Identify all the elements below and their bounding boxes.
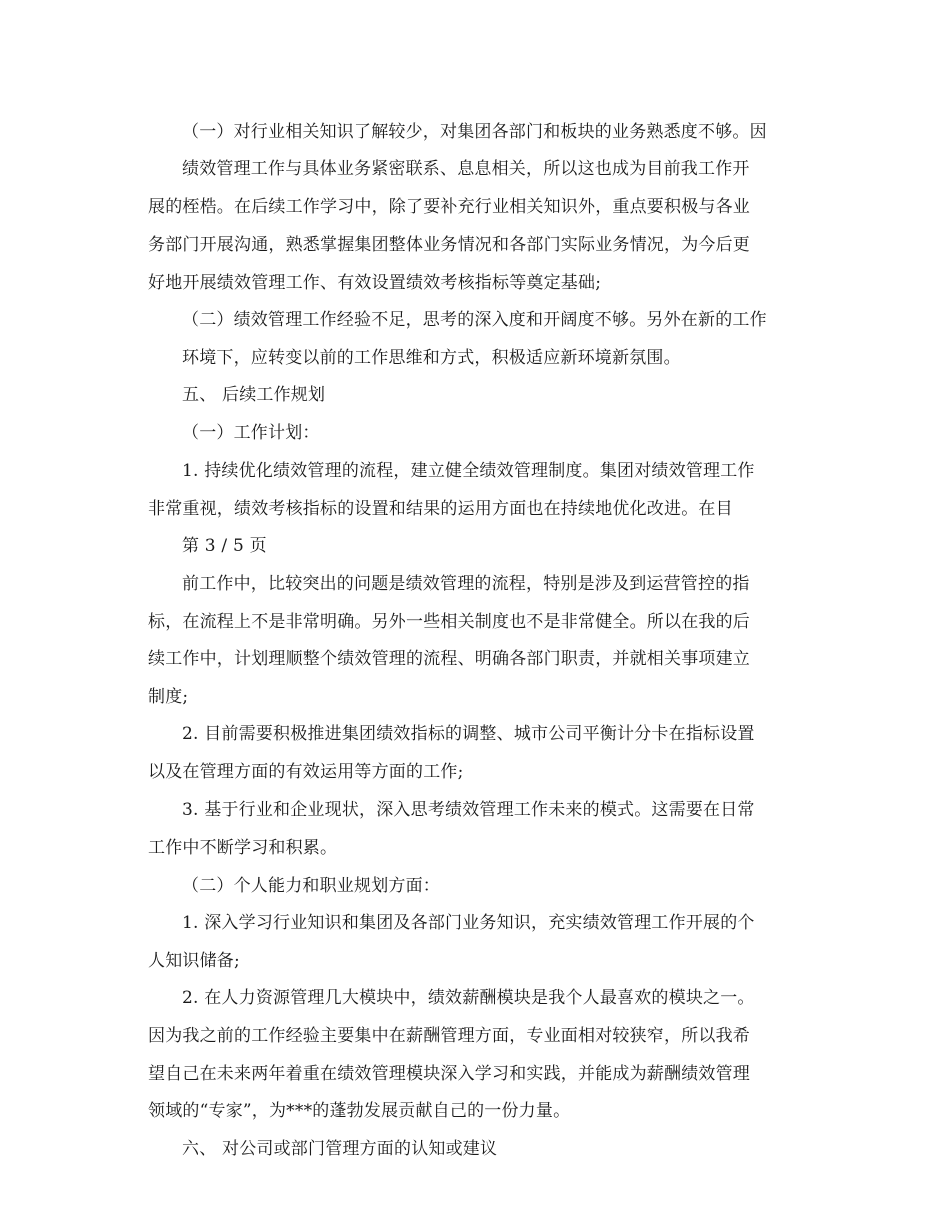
text-line: 非常重视，绩效考核指标的设置和结果的运用方面也在持续地优化改进。在目	[148, 499, 733, 519]
text-line: 领域的“专家”，为***的蓬勃发展贡献自己的一份力量。	[148, 1101, 571, 1121]
text-line: 1. 深入学习行业知识和集团及各部门业务知识，充实绩效管理工作开展的个	[182, 913, 755, 933]
text-line: 望自己在未来两年着重在绩效管理模块深入学习和实践，并能成为薪酬绩效管理	[148, 1064, 750, 1084]
text-line: 2. 目前需要积极推进集团绩效指标的调整、城市公司平衡计分卡在指标设置	[182, 724, 755, 744]
section-heading: 五、 后续工作规划	[182, 385, 326, 405]
text-line: 2. 在人力资源管理几大模块中，绩效薪酬模块是我个人最喜欢的模块之一。	[182, 988, 755, 1008]
text-line: 好地开展绩效管理工作、有效设置绩效考核指标等奠定基础;	[148, 273, 602, 293]
text-line: 工作中不断学习和积累。	[148, 838, 338, 858]
text-line: 续工作中，计划理顺整个绩效管理的流程、明确各部门职责，并就相关事项建立	[148, 649, 750, 669]
text-line: 3. 基于行业和企业现状，深入思考绩效管理工作未来的模式。这需要在日常	[182, 800, 755, 820]
subsection-heading: （二）个人能力和职业规划方面：	[182, 876, 440, 896]
text-line: （一）对行业相关知识了解较少，对集团各部门和板块的业务熟悉度不够。因	[182, 122, 767, 142]
text-line: 展的桎梏。在后续工作学习中，除了要补充行业相关知识外，重点要积极与各业	[148, 197, 750, 217]
text-line: 制度;	[148, 687, 189, 707]
text-line: （二）绩效管理工作经验不足，思考的深入度和开阔度不够。另外在新的工作	[182, 310, 767, 330]
subsection-heading: （一）工作计划：	[182, 423, 320, 443]
text-line: 1. 持续优化绩效管理的流程，建立健全绩效管理制度。集团对绩效管理工作	[182, 461, 755, 481]
text-line: 因为我之前的工作经验主要集中在薪酬管理方面，专业面相对较狭窄，所以我希	[148, 1026, 750, 1046]
page-number: 第 3 / 5 页	[182, 536, 267, 556]
text-line: 以及在管理方面的有效运用等方面的工作;	[148, 762, 464, 782]
text-line: 人知识储备;	[148, 951, 240, 971]
text-line: 前工作中，比较突出的问题是绩效管理的流程，特别是涉及到运营管控的指	[182, 574, 750, 594]
section-heading: 六、 对公司或部门管理方面的认知或建议	[182, 1139, 498, 1159]
text-line: 务部门开展沟通，熟悉掌握集团整体业务情况和各部门实际业务情况，为今后更	[148, 235, 750, 255]
text-line: 标，在流程上不是非常明确。另外一些相关制度也不是非常健全。所以在我的后	[148, 612, 750, 632]
text-line: 绩效管理工作与具体业务紧密联系、息息相关，所以这也成为目前我工作开	[182, 159, 750, 179]
text-line: 环境下，应转变以前的工作思维和方式，积极适应新环境新氛围。	[182, 348, 681, 368]
